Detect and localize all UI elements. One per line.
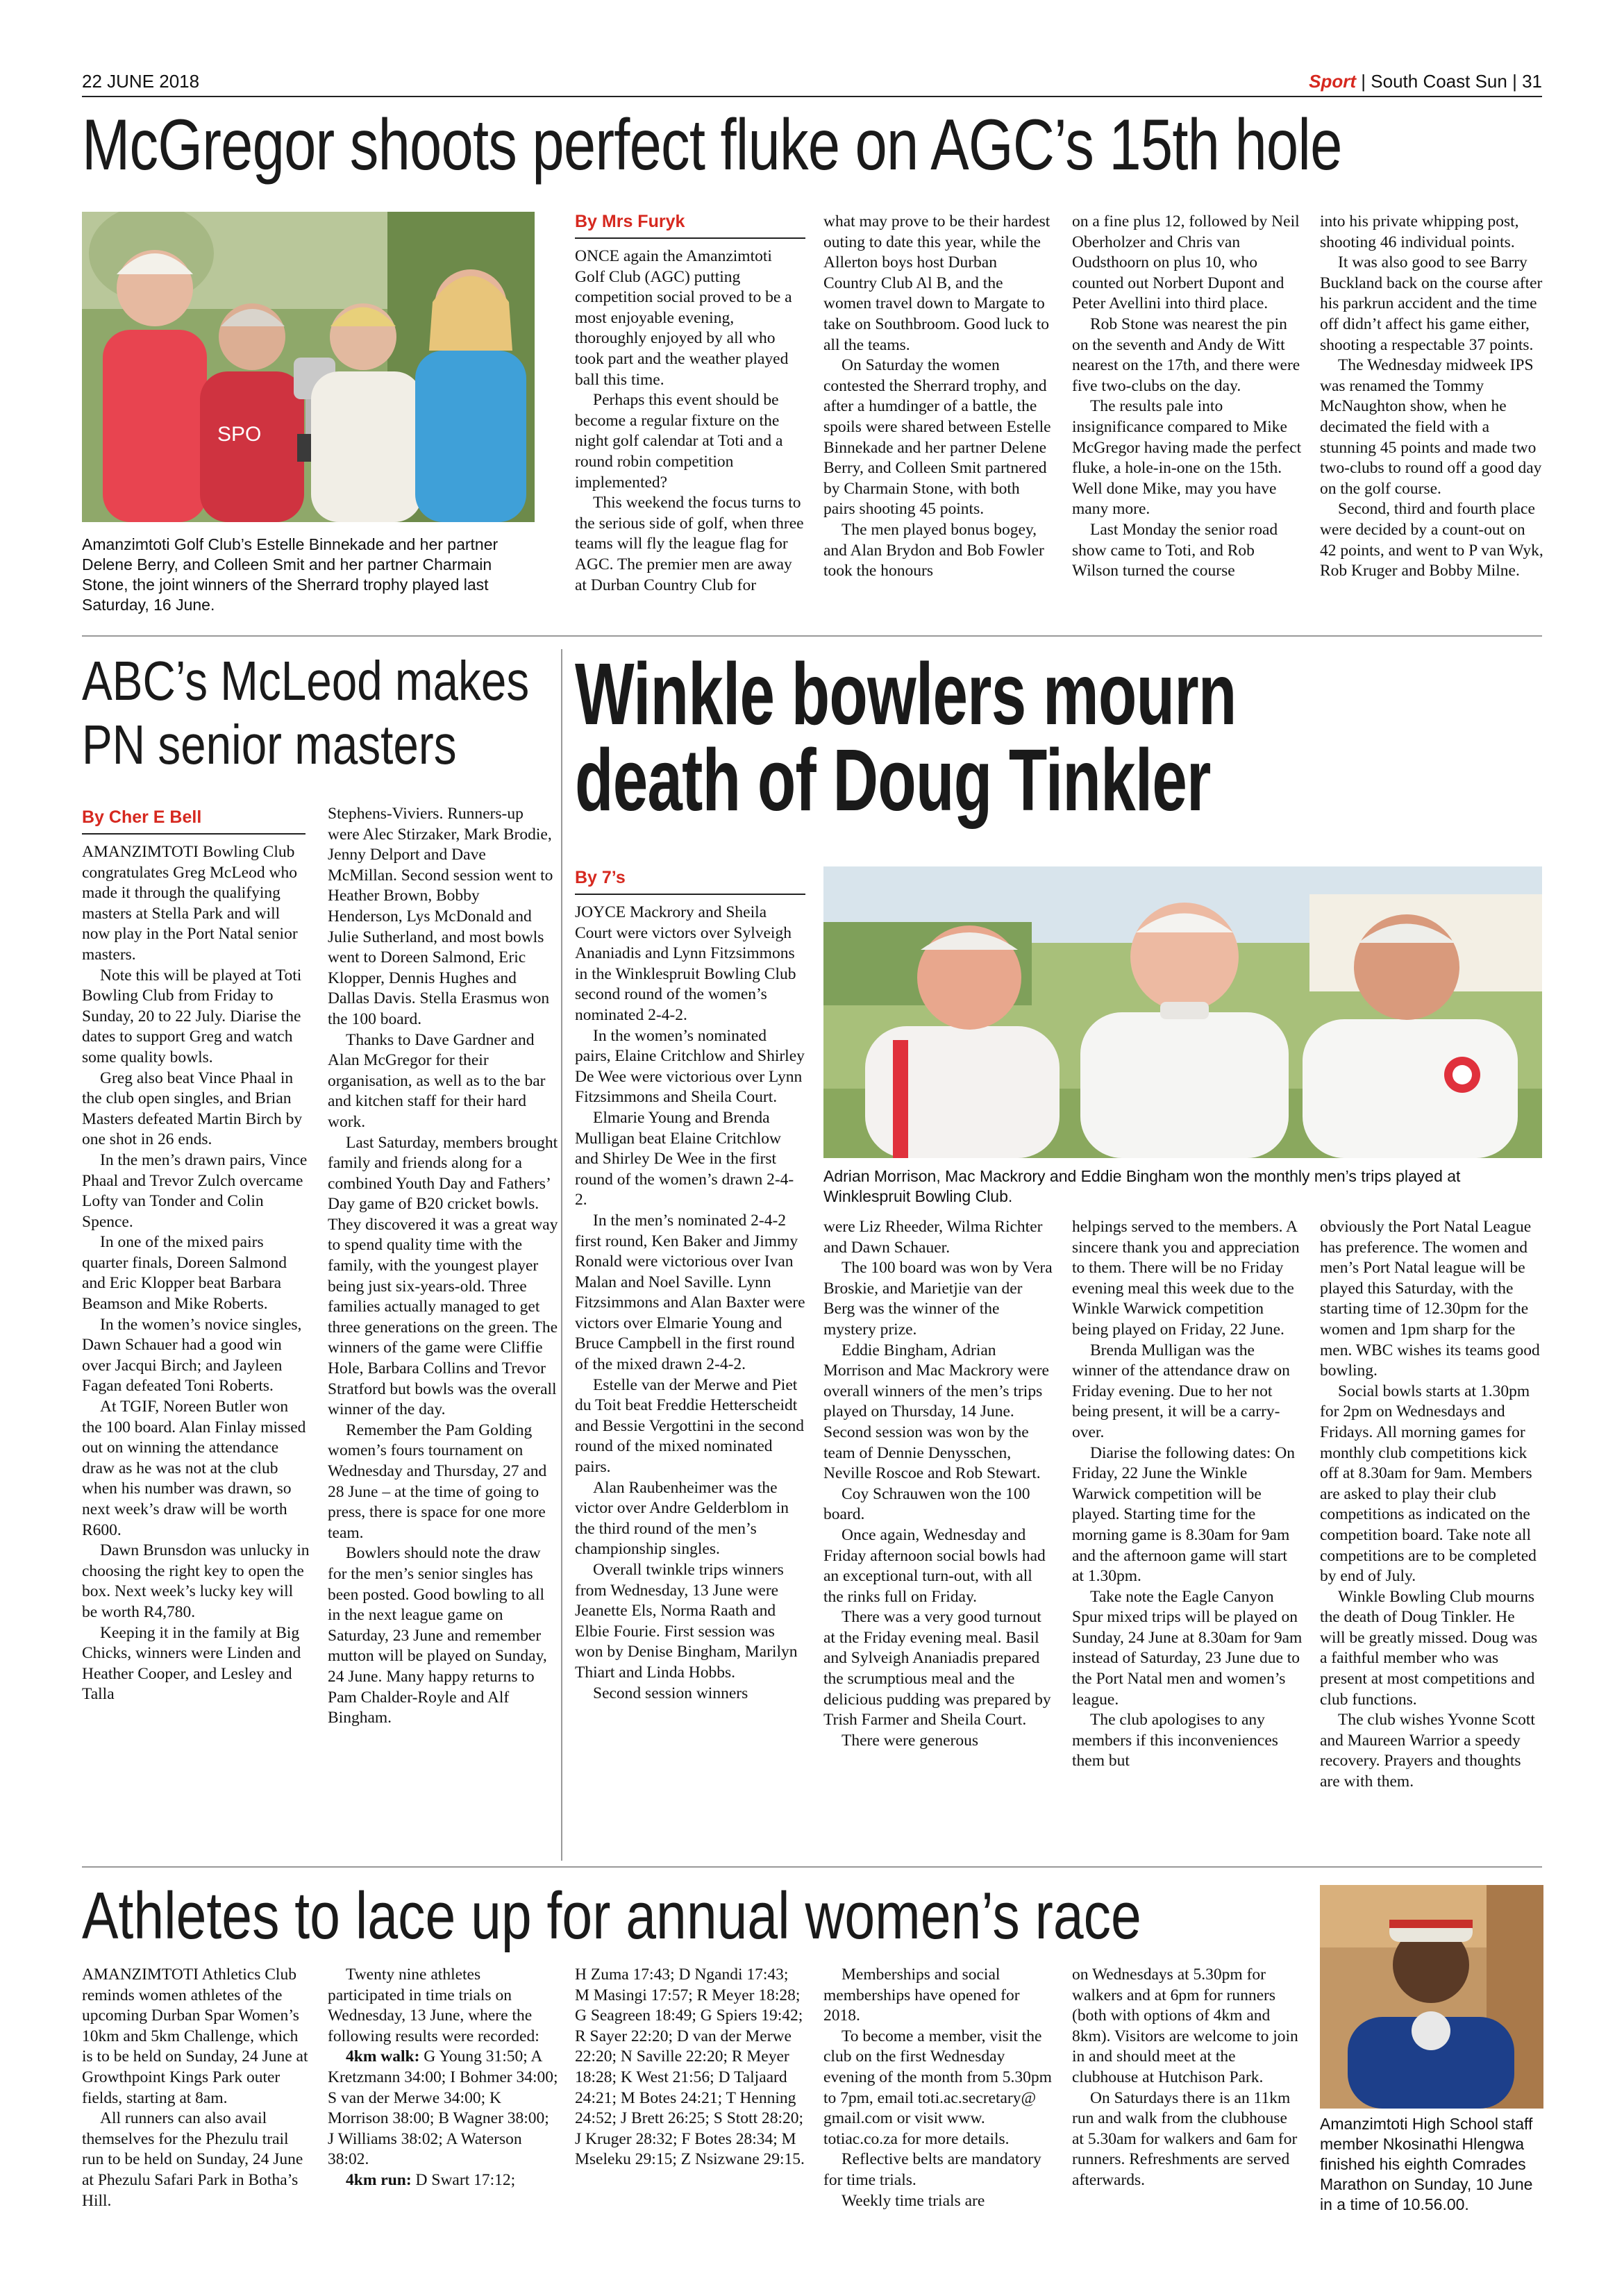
story4-col-4 — [823, 1965, 1054, 2222]
section-rule — [82, 635, 1542, 637]
paragraph: In one of the mixed pairs quarter finals, Doreen Salmond and Eric Klopper beat Barbara Beamson and Mike Roberts. — [82, 1233, 287, 1314]
paragraph: Bowlers should note the draw for the men’s senior singles has been posted. Good bowling to all in the next league game on Saturday, 23 June and remember mutton will be played on Sunday, 24 June. Many happy returns to Pam Chalder-Royle and Alf Bingham. — [328, 1544, 547, 1727]
paragraph: Thanks to Dave Gardner and Alan McGregor for their organisation, as well as to the bar and kitchen staff for their hard work. — [328, 1030, 546, 1131]
paragraph: AMANZIMTOTI Athletics Club reminds women athletes of the upcoming Durban Spar Women’s 10km and 5km Challenge, which is to be held on Sunday, 24 June at Growthpoint Kings Park outer fields, starting at 8am. — [82, 1966, 308, 2107]
paragraph: The 100 board was won by Vera Broskie, and Marietjie van der Berg was the winner of the mystery prize. — [823, 1259, 1053, 1339]
headline-line: Winkle bowlers mourn — [575, 645, 1237, 743]
story3-col-3 — [1072, 1217, 1303, 1864]
paragraph: Memberships and social memberships have opened for 2018. — [823, 1966, 1020, 2025]
paragraph: On Saturday the women contested the Sherrard trophy, and after a humdinger of a battle, the spoils were shared between Estelle Binnekade and her partner Delene Berry, and Colleen Smit partnered by Charmain Stone, with both pairs shooting 45 points. — [823, 356, 1051, 519]
paragraph: Coy Schrauwen won the 100 board. — [823, 1484, 1030, 1524]
paragraph: Note this will be played at Toti Bowling Club from Friday to Sunday, 20 to 22 July. Diarise the dates to support Greg and watch some quality bowls. — [82, 966, 302, 1066]
paragraph: were Liz Rheeder, Wilma Richter and Dawn Schauer. — [823, 1218, 1043, 1257]
story4-col-1 — [82, 1965, 311, 2222]
paragraph: Keeping it in the family at Big Chicks, winners were Linden and Heather Cooper, and Lesley and Talla — [82, 1623, 301, 1704]
paragraph — [328, 2170, 558, 2191]
result-text: D Swart 17:12; — [411, 2170, 516, 2189]
bowls-trio-photo — [823, 866, 1542, 1158]
paragraph: on a fine plus 12, followed by Neil Oberholzer and Chris van Oudsthoorn on plus 10, who counted out Norbert Dupont and Peter Avellini into third place. — [1072, 212, 1300, 313]
paragraph: Last Monday the senior road show came to Toti, and Rob Wilson turned the course — [1072, 520, 1278, 580]
paragraph: Rob Stone was nearest the pin on the seventh and Andy de Witt nearest on the 17th, and there were five two-clubs on the day. — [1072, 315, 1300, 395]
paragraph: Remember the Pam Golding women’s fours tournament on Wednesday and Thursday, 27 and 28 June – at the time of going to press, there is space for one more team. — [328, 1421, 547, 1542]
paragraph: Perhaps this event should be become a regular fixture on the night golf calendar at Toti and a round robin competition implemented? — [575, 391, 783, 492]
paragraph: obviously the Port Natal League has preference. The women and men’s Port Natal league will be played this Saturday, with the starting time of 12.30pm for the women and 1pm sharp for the men. WBC wishes its teams good bowling. — [1320, 1218, 1540, 1380]
paragraph: It was also good to see Barry Buckland back on the course after his parkrun accident and the time off didn’t affect his game either, shooting a respectable 37 points. — [1320, 253, 1543, 354]
story3-byline: By 7’s — [575, 868, 805, 895]
result-text: G Young 31:50; A Kretzmann 34:00; I Bohmer 34:00; S van der Merwe 34:00; K Morrison 38:00; B Wagner 38:00; J Williams 38:02; A Waterson 38:02. — [328, 2047, 558, 2169]
paragraph: what may prove to be their hardest outing to date this year, while the Allerton boys host Durban Country Club Al B, and the women travel down to Margate to take on Southbroom. Good luck to all the teams. — [823, 212, 1050, 354]
paragraph: Take note the Eagle Canyon Spur mixed trips will be played on Sunday, 24 June at 8.30am for 9am instead of Saturday, 23 June due to the Port Natal men and women’s league. — [1072, 1587, 1303, 1709]
paragraph: H Zuma 17:43; D Ngandi 17:43; M Masingi 17:57; R Meyer 18:28; G Seagreen 18:49; G Spiers 19:42; R Sayer 22:20; D van der Merwe 22:20; N Saville 22:20; R Meyer 18:28; K West 21:56; D Taljaard 24:21; M Botes 24:21; T Henning 24:52; J Brett 26:25; S Stott 28:20; J Kruger 28:32; F Botes 28:34; M Mseleku 29:15; Z Nsizwane 29:15. — [575, 1966, 805, 2169]
page-number: 31 — [1522, 71, 1542, 92]
folio-separator: | — [1512, 71, 1523, 92]
story1-headline: McGregor shoots perfect fluke on AGC’s 15th hole — [82, 105, 1342, 185]
paragraph: This weekend the focus turns to the serious side of golf, when three teams will fly the league flag for AGC. The premier men are away at Durban Country Club for — [575, 494, 804, 594]
bowls-photo-caption: Adrian Morrison, Mac Mackrory and Eddie Bingham won the monthly men’s trips played at Winklespruit Bowling Club. — [823, 1167, 1461, 1205]
paragraph: Once again, Wednesday and Friday afternoon social bowls had an exceptional turn-out, with all the rinks full on Friday. — [823, 1525, 1046, 1606]
story2-col-2 — [328, 804, 558, 1863]
paragraph: There was a very good turnout at the Friday evening meal. Basil and Sylveigh Ananiadis prepared the scrumptious meal and the delicious pudding was prepared by Trish Farmer and Sheila Court. — [823, 1608, 1051, 1729]
issue-date: 22 JUNE 2018 — [82, 71, 200, 92]
paragraph: Last Saturday, members brought family and friends along for a combined Youth Day and Fathers’ Day game of B20 cricket bowls. They discovered it was a great way to spend quality time with the family, with the youngest player being just six-years-old. Three families actually managed to get three generations on the green. The winners of the game were Cliffie Hole, Barbara Collins and Trevor Stratford but bowls was the overall winner of the day. — [328, 1133, 558, 1419]
paragraph: In the women’s novice singles, Dawn Schauer had a good win over Jacqui Birch; and Jayleen Fagan defeated Toni Roberts. — [82, 1315, 302, 1396]
paragraph: There were generous — [842, 1731, 979, 1750]
runner-photo-caption: Amanzimtoti High School staff member Nkosinathi Hlengwa finished his eighth Comrades Marathon on Sunday, 10 June in a time of 10.56.00. — [1320, 2115, 1533, 2213]
section-label: Sport — [1309, 71, 1357, 92]
result-label: 4km walk: — [346, 2047, 420, 2066]
paragraph: The Wednesday midweek IPS was renamed the Tommy McNaughton show, when he decimated the field with a stunning 45 points and made two two-clubs to round off a good day on the golf course. — [1320, 356, 1542, 498]
paragraph: Overall twinkle trips winners from Wednesday, 13 June were Jeanette Els, Norma Raath and Elbie Fourie. First session was won by Denise Bingham, Marilyn Thiart and Linda Hobbs. — [575, 1561, 798, 1682]
paragraph: into his private whipping post, shooting 46 individual points. — [1320, 212, 1519, 251]
story4-col-3 — [575, 1965, 805, 2222]
paragraph: on Wednesdays at 5.30pm for walkers and at 6pm for runners (both with options of 4km and 8km). Visitors are welcome to join in and should meet at the clubhouse at Hutchison Park. — [1072, 1966, 1298, 2086]
paragraph: The men played bonus bogey, and Alan Brydon and Bob Fowler took the honours — [823, 520, 1044, 580]
paragraph — [328, 2047, 558, 2170]
bowls-trio-photo-art — [823, 866, 1542, 1158]
story1-col-1 — [575, 246, 805, 614]
paragraph: Greg also beat Vince Phaal in the club open singles, and Brian Masters defeated Martin Birch by one shot in 26 ends. — [82, 1069, 303, 1149]
paragraph: In the women’s nominated pairs, Elaine Critchlow and Shirley De Wee were victorious over Lynn Fitzsimmons and Sheila Court. — [575, 1026, 805, 1107]
marathon-runner-photo-art — [1320, 1885, 1543, 2109]
headline-line: ABC’s McLeod makes — [82, 650, 530, 712]
story3-col-2 — [823, 1217, 1054, 1864]
paragraph: On Saturdays there is an 11km run and walk from the clubhouse at 5.30am for walkers and 6am for runners. Refreshments are served afterwards. — [1072, 2088, 1298, 2189]
story4-col-5 — [1072, 1965, 1303, 2222]
paragraph: In the men’s nominated 2-4-2 first round, Ken Baker and Jimmy Ronald were victorious over Ivan Malan and Noel Saville. Lynn Fitzsimmons and Alan Baxter were victors over Elmarie Young and Bruce Campbell in the first round of the mixed drawn 2-4-2. — [575, 1211, 805, 1374]
folio-separator: | — [1361, 71, 1371, 92]
paragraph: To become a member, visit the club on the first Wednesday evening of the month from 5.30pm to 7pm, email toti.ac.secretary@ gmail.com or visit www. totiac.co.za for more details. — [823, 2027, 1052, 2148]
paragraph: Estelle van der Merwe and Piet du Toit beat Freddie Hetterscheidt and Bessie Vergottini in the second round of the mixed nominated pairs. — [575, 1375, 805, 1477]
golf-photo-caption: Amanzimtoti Golf Club’s Estelle Binnekade and her partner Delene Berry, and Colleen Smit and her partner Charmain Stone, the joint winners of the Sherrard trophy played last Saturday, 16 June. — [82, 535, 499, 614]
paragraph: In the men’s drawn pairs, Vince Phaal and Trevor Zulch overcame Lofty van Tonder and Colin Spence. — [82, 1150, 308, 1231]
story1-col-3 — [1072, 212, 1303, 614]
headline-line: death of Doug Tinkler — [575, 731, 1211, 829]
paragraph: JOYCE Mackrory and Sheila Court were victors over Sylveigh Ananiadis and Lynn Fitzsimmons in the Winklespruit Bowling Club second round of the women’s nominated 2-4-2. — [575, 903, 796, 1024]
story1-col-2 — [823, 212, 1054, 614]
paragraph: The results pale into insignificance compared to Mike McGregor having made the perfect fluke, a hole-in-one on the 15th. Well done Mike, may you have many more. — [1072, 397, 1302, 519]
paragraph: Weekly time trials are — [842, 2191, 985, 2210]
paragraph: Brenda Mulligan was the winner of the attendance draw on Friday evening. Due to her not being present, it will be a carry-over. — [1072, 1341, 1290, 1441]
paragraph: Second session winners — [593, 1684, 748, 1702]
paper-name: South Coast Sun — [1371, 71, 1507, 92]
paragraph: Eddie Bingham, Adrian Morrison and Mac Mackrory were overall winners of the men’s trips played on Thursday, 14 June. Second session was won by the team of Dennie Denysschen, Neville Roscoe and Rob Stewart. — [823, 1341, 1049, 1483]
result-label: 4km run: — [346, 2170, 412, 2189]
story2-col-1 — [82, 842, 311, 1863]
story3-col-4 — [1320, 1217, 1543, 1864]
paragraph: Reflective belts are mandatory for time trials. — [823, 2150, 1041, 2189]
headline-line: PN senior masters — [82, 714, 457, 776]
paragraph: Elmarie Young and Brenda Mulligan beat Elaine Critchlow and Shirley De Wee in the first round of the women’s drawn 2-4-2. — [575, 1108, 794, 1209]
paragraph: AMANZIMTOTI Bowling Club congratulates Greg McLeod who made it through the qualifying masters at Stella Park and will now play in the Port Natal senior masters. — [82, 843, 298, 964]
paragraph: Twenty nine athletes participated in time trials on Wednesday, 13 June, where the following results were recorded: — [328, 1966, 539, 2045]
column-rule — [561, 649, 562, 1861]
page-folio — [1309, 71, 1542, 92]
paragraph: At TGIF, Noreen Butler won the 100 board. Alan Finlay missed out on winning the attendance draw as he was not at the club when his number was drawn, so next week’s draw will be worth R600. — [82, 1398, 306, 1539]
paragraph: Diarise the following dates: On Friday, 22 June the Winkle Warwick competition will be played. Starting time for the morning game is 8.30am for 9am and the afternoon game will start at 1.30pm. — [1072, 1443, 1295, 1586]
story3-headline — [575, 645, 1237, 829]
story3-col-1 — [575, 903, 805, 1864]
story4-col-2 — [328, 1965, 558, 2222]
paragraph: The club wishes Yvonne Scott and Maureen Warrior a speedy recovery. Prayers and thoughts are with them. — [1320, 1711, 1535, 1791]
paragraph: Dawn Brunsdon was unlucky in choosing the right key to open the box. Next week’s lucky key will be worth R4,780. — [82, 1541, 310, 1621]
story1-col-4 — [1320, 212, 1543, 614]
golf-trophy-photo — [82, 212, 535, 522]
marathon-runner-photo — [1320, 1885, 1543, 2109]
golf-trophy-photo-art — [82, 212, 535, 522]
story2-headline — [82, 649, 529, 777]
paragraph: Alan Raubenheimer was the victor over Andre Gelderblom in the third round of the men’s championship singles. — [575, 1478, 789, 1559]
section-rule — [82, 1866, 1542, 1868]
paragraph: Second, third and fourth place were decided by a count-out on 42 points, and went to P van Wyk, Rob Kruger and Bobby Milne. — [1320, 500, 1543, 580]
paragraph: Social bowls starts at 1.30pm for 2pm on Wednesdays and Fridays. All morning games for monthly club competitions kick off at 8.30am for 9am. Members are asked to play their club competitions as indicated on the competition board. Take note all competitions are to be completed by end of July. — [1320, 1382, 1537, 1586]
paragraph: Stephens-Viviers. Runners-up were Alec Stirzaker, Mark Brodie, Jenny Delport and Dave McMillan. Second session went to Heather Brown, Bobby Henderson, Lys McDonald and Julie Sutherland, and most bowls went to Doreen Salmond, Eric Klopper, Dennis Hughes and Dallas Davis. Stella Erasmus won the 100 board. — [328, 805, 553, 1028]
shirt-text: SPO — [217, 423, 262, 446]
story4-headline: Athletes to lace up for annual women’s race — [82, 1879, 1141, 1953]
paragraph: The club apologises to any members if this inconveniences them but — [1072, 1711, 1278, 1770]
header-rule — [82, 96, 1542, 97]
story1-byline: By Mrs Furyk — [575, 212, 805, 239]
paragraph: ONCE again the Amanzimtoti Golf Club (AGC) putting competition social proved to be a most enjoyable evening, thoroughly enjoyed by all who took part and the weather played ball this time. — [575, 247, 792, 389]
paragraph: Winkle Bowling Club mourns the death of Doug Tinkler. He will be greatly missed. Doug was a faithful member who was present at most competitions and club functions. — [1320, 1587, 1538, 1709]
paragraph: All runners can also avail themselves for the Phezulu trail run to be held on Sunday, 24 June at Phezulu Safari Park in Botha’s Hill. — [82, 2109, 303, 2210]
story2-byline: By Cher E Bell — [82, 807, 305, 835]
paragraph: helpings served to the members. A sincere thank you and appreciation to them. There will be no Friday evening meal this week due to the Winkle Warwick competition being played on Friday, 22 June. — [1072, 1218, 1300, 1339]
